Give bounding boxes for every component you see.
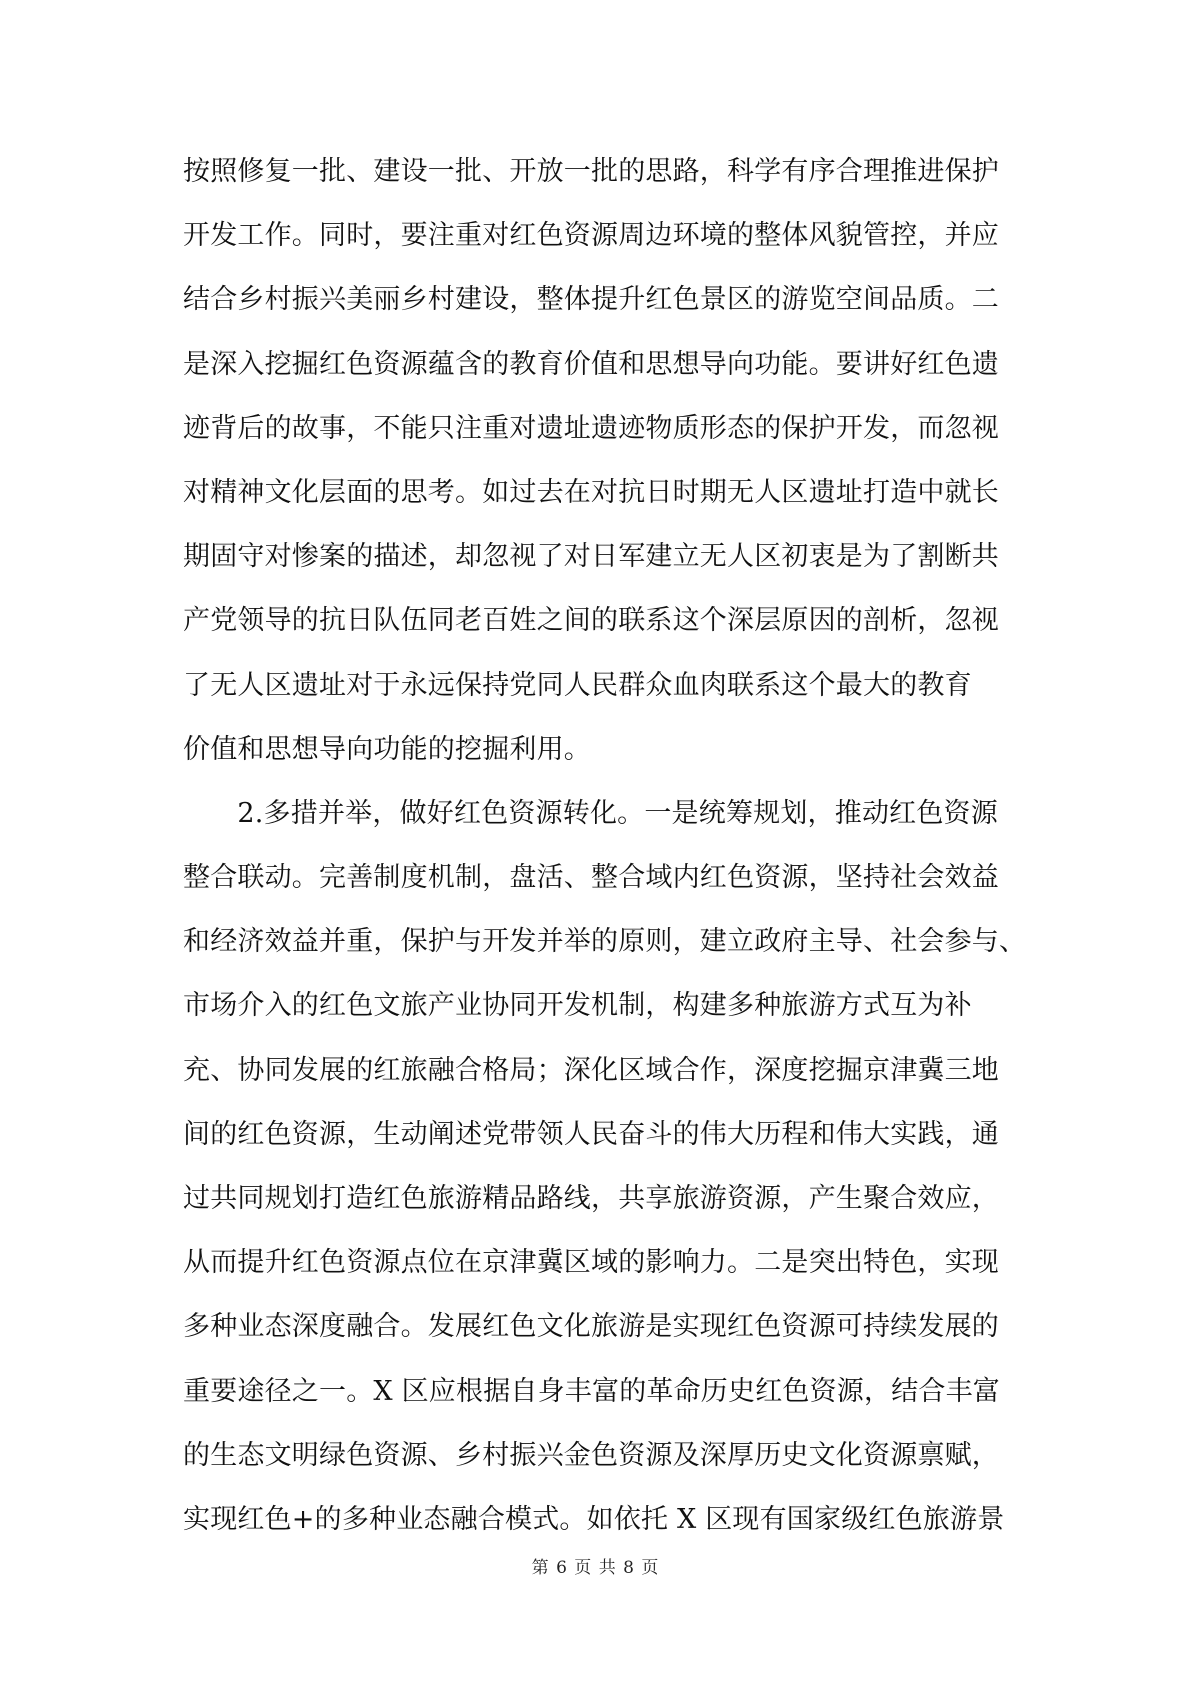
page-number-footer: 第 6 页 共 8 页 — [531, 1558, 660, 1578]
text-line: 间的红色资源，生动阐述党带领人民奋斗的伟大历程和伟大实践，通 — [183, 1118, 999, 1150]
body-text — [183, 140, 1027, 1552]
text-line: 是深入挖掘红色资源蕴含的教育价值和思想导向功能。要讲好红色遗 — [183, 348, 999, 380]
text-line: 过共同规划打造红色旅游精品路线，共享旅游资源，产生聚合效应， — [183, 1183, 999, 1214]
text-line: 实现红色+的多种业态融合模式。如依托 X 区现有国家级红色旅游景 — [183, 1503, 1005, 1535]
text-line: 产党领导的抗日队伍同老百姓之间的联系这个深层原因的剖析，忽视 — [183, 605, 999, 637]
text-line: 重要途径之一。X 区应根据自身丰富的革命历史红色资源，结合丰富 — [183, 1375, 1001, 1407]
text-line: 充、协同发展的红旅融合格局；深化区域合作，深度挖掘京津冀三地 — [183, 1054, 999, 1086]
text-line: 开发工作。同时，要注重对红色资源周边环境的整体风貌管控，并应 — [183, 220, 999, 252]
text-line: 了无人区遗址对于永远保持党同人民群众血肉联系这个最大的教育 — [183, 669, 972, 701]
text-line: 市场介入的红色文旅产业协同开发机制，构建多种旅游方式互为补 — [183, 990, 972, 1022]
text-line: 迹背后的故事，不能只注重对遗址遗迹物质形态的保护开发，而忽视 — [183, 412, 999, 444]
text-line: 的生态文明绿色资源、乡村振兴金色资源及深厚历史文化资源禀赋， — [183, 1439, 999, 1471]
text-line: 2.多措并举，做好红色资源转化。一是统筹规划，推动红色资源 — [183, 797, 998, 829]
text-line: 价值和思想导向功能的挖掘利用。 — [183, 733, 591, 765]
text-line: 整合联动。完善制度机制，盘活、整合域内红色资源，坚持社会效益 — [183, 862, 999, 894]
text-line: 对精神文化层面的思考。如过去在对抗日时期无人区遗址打造中就长 — [183, 476, 999, 508]
text-line: 期固守对惨案的描述，却忽视了对日军建立无人区初衷是为了割断共 — [183, 541, 999, 573]
text-line: 结合乡村振兴美丽乡村建设，整体提升红色景区的游览空间品质。二 — [183, 284, 999, 316]
text-line: 多种业态深度融合。发展红色文化旅游是实现红色资源可持续发展的 — [183, 1311, 999, 1343]
text-line: 按照修复一批、建设一批、开放一批的思路，科学有序合理推进保护 — [183, 156, 999, 187]
text-line: 和经济效益并重，保护与开发并举的原则，建立政府主导、社会参与、 — [183, 926, 1027, 958]
text-line: 从而提升红色资源点位在京津冀区域的影响力。二是突出特色，实现 — [183, 1247, 999, 1279]
